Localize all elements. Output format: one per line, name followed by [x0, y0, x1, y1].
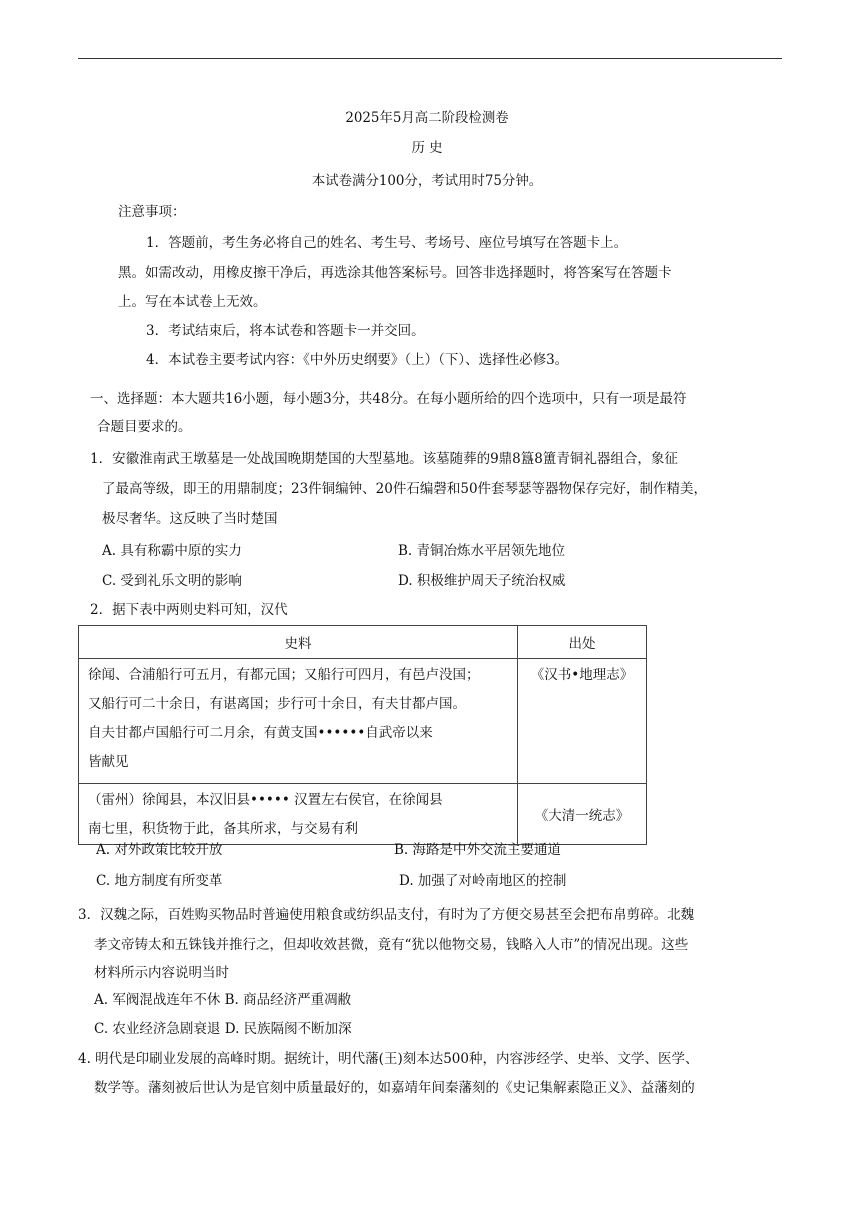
table-cell-origin-2: 《大清一统志》 — [518, 784, 647, 845]
source-2-line-2: 南七里，积货物于此，备其所求，与交易有利 — [88, 821, 358, 837]
section-heading: 一、选择题：本大题共16小题，每小题3分，共48分。在每小题所给的四个选项中，只有一项是最符 — [90, 391, 687, 407]
note-2b: 上。写在本试卷上无效。 — [118, 294, 267, 310]
note-1: 1．答题前，考生务必将自己的姓名、考生号、考场号、座位号填写在答题卡上。 — [146, 235, 628, 251]
table-row — [79, 659, 647, 784]
q2-option-a: A. 对外政策比较开放 — [96, 842, 223, 858]
table-cell-source-1 — [79, 659, 518, 784]
q3-stem-2: 孝文帝铸太和五铢钱并推行之，但却收效甚微，竟有“犹以他物交易，钱略入人市”的情况出现。这些 — [94, 937, 689, 953]
q1-stem: 1．安徽淮南武王墩墓是一处战国晚期楚国的大型墓地。该墓随葬的9鼎8簋8簠青铜礼器组合，象征 — [90, 451, 678, 467]
source-1-line-1: 徐闻、合浦船行可五月，有都元国；又船行可四月，有邑卢没国； — [88, 667, 480, 683]
table-row — [79, 784, 647, 845]
q2-option-c: C. 地方制度有所变革 — [96, 873, 223, 889]
source-1-line-2: 又船行可二十余日，有谌离国；步行可十余日，有夫甘都卢国。 — [88, 696, 466, 712]
q3-stem-3: 材料所示内容说明当时 — [94, 965, 229, 981]
q2-option-d: D. 加强了对岭南地区的控制 — [399, 873, 567, 889]
source-1-line-4: 皆献见 — [88, 754, 129, 770]
note-2a: 黑。如需改动，用橡皮擦干净后，再选涂其他答案标号。回答非选择题时，将答案写在答题卡 — [118, 265, 672, 281]
q1-option-a: A. 具有称霸中原的实力 — [102, 543, 242, 559]
source-1-line-3: 自夫甘都卢国船行可二月余，有黄支国••••••自武帝以来 — [88, 725, 433, 741]
q2-option-b: B. 海路是中外交流主要通道 — [394, 842, 562, 858]
note-3: 3．考试结束后，将本试卷和答题卡一并交回。 — [146, 323, 425, 339]
header-rule — [78, 58, 782, 59]
table-header-row — [79, 626, 647, 659]
source-2-line-1: （雷州）徐闻县，本汉旧县••••• 汉置左右侯官，在徐闻县 — [88, 792, 443, 808]
exam-title: 2025年5月高二阶段检测卷 — [345, 110, 509, 126]
q2-stem: 2．据下表中两则史料可知，汉代 — [90, 602, 288, 618]
table-header-source: 史料 — [79, 626, 518, 659]
q1-stem-3: 极尽奢华。这反映了当时楚国 — [102, 511, 278, 527]
q1-option-c: C. 受到礼乐文明的影响 — [102, 573, 242, 589]
subject-title: 历 史 — [411, 140, 443, 156]
note-4: 4．本试卷主要考试内容：《中外历史纲要》（上）（下）、选择性必修3。 — [146, 352, 569, 368]
q1-stem-2: 了最高等级，即王的用鼎制度；23件铜编钟、20件石编磬和50件套琴瑟等器物保存完好，制作精美， — [102, 481, 708, 497]
section-heading-cont: 合题目要求的。 — [97, 419, 192, 435]
q3-stem: 3．汉魏之际，百姓购买物品时普遍使用粮食或纺织品支付，有时为了方便交易甚至会把布帛剪碎。北魏 — [78, 907, 695, 923]
score-note: 本试卷满分100分，考试用时75分钟。 — [311, 173, 543, 189]
q1-option-b: B. 青铜冶炼水平居领先地位 — [398, 543, 566, 559]
table-cell-origin-1: 《汉书•地理志》 — [518, 659, 647, 784]
q3-options-ab: A. 军阀混战连年不休 B. 商品经济严重凋敝 — [94, 992, 352, 1008]
table-cell-source-2 — [79, 784, 518, 845]
q4-stem: 4. 明代是印刷业发展的高峰时期。据统计，明代藩(王)刻本达500种，内容涉经学、史举、文学、医学、 — [78, 1051, 699, 1067]
q4-stem-2: 数学等。藩刻被后世认为是官刻中质量最好的，如嘉靖年间秦藩刻的《史记集解素隐正义》、益藩刻的 — [94, 1080, 695, 1096]
q3-options-cd: C. 农业经济急剧衰退 D. 民族隔阂不断加深 — [94, 1021, 352, 1037]
table-header-origin: 出处 — [518, 626, 647, 659]
notes-label: 注意事项： — [118, 204, 186, 220]
q1-option-d: D. 积极维护周天子统治权威 — [398, 573, 566, 589]
source-table — [78, 625, 647, 845]
